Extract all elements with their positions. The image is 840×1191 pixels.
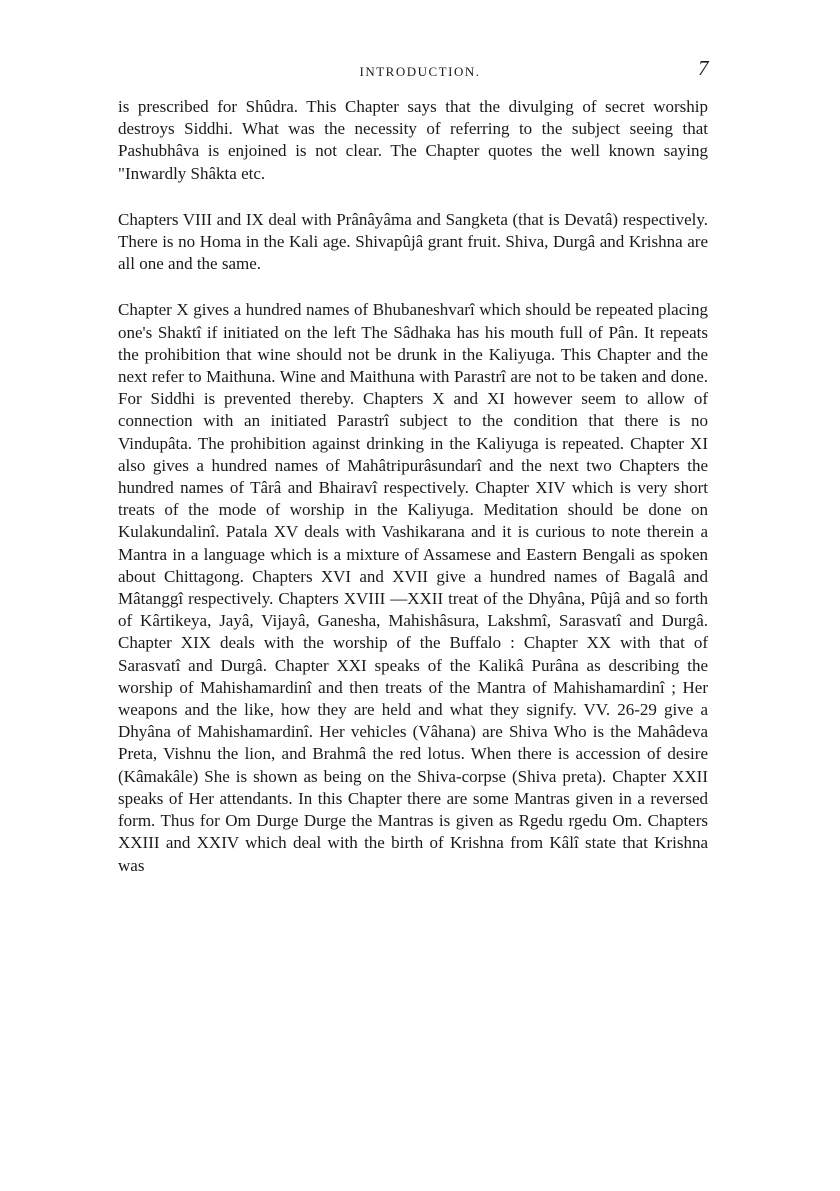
- paragraph: Chapter X gives a hundred names of Bhubaneshvarî which should be repeated placing one's Shaktî if initiated on the left The Sâdhaka has his mouth full of Pân. It repeats the prohibition that wine should not be drunk in the Kaliyuga. This Chapter and the next refer to Maithuna. Wine and Maithuna with Parastrî are not to be taken and done. For Siddhi is prevented thereby. Chapters X and XI however seem to allow of connection with an initiated Parastrî subject to the condition that there is no Vindupâta. The prohibition against drinking in the Kaliyuga is repeated. Chapter XI also gives a hundred names of Mahâtripurâsundarî and the next two Chapters the hundred names of Târâ and Bhairavî respectively. Chapter XIV which is very short treats of the mode of worship in the Kaliyuga. Meditation should be done on Kulakundalinî. Patala XV deals with Vashikarana and it is curious to note therein a Mantra in a language which is a mixture of Assamese and Eastern Bengali as spoken about Chittagong. Chapters XVI and XVII give a hundred names of Bagalâ and Mâtanggî respectively. Chapters XVIII —XXII treat of the Dhyâna, Pûjâ and so forth of Kârtikeya, Jayâ, Vijayâ, Ganesha, Mahishâsura, Lakshmî, Sarasvatî and Durgâ. Chapter XIX deals with the worship of the Buffalo : Chapter XX with that of Sarasvatî and Durgâ. Chapter XXI speaks of the Kalikâ Purâna as describing the worship of Mahishamardinî and then treats of the Mantra of Mahishamardinî ; Her weapons and the like, how they are held and what they signify. VV. 26-29 give a Dhyâna of Mahishamardinî. Her vehicles (Vâhana) are Shiva Who is the Mahâdeva Preta, Vishnu the lion, and Brahmâ the red lotus. When there is accession of desire (Kâmakâle) She is shown as being on the Shiva-corpse (Shiva preta). Chapter XXII speaks of Her attendants. In this Chapter there are some Mantras given in a reversed form. Thus for Om Durge Durge the Mantras is given as Rgedu rgedu Om. Chapters XXIII and XXIV which deal with the birth of Krishna from Kâlî state that Krishna was: [118, 300, 708, 875]
- paragraph: is prescribed for Shûdra. This Chapter says that the divulging of secret worship destroys Siddhi. What was the necessity of referring to the subject seeing that Pashubhâva is enjoined is not clear. The Chapter quotes the well known saying "Inwardly Shâkta etc.: [118, 97, 708, 183]
- body-text: [118, 96, 708, 877]
- paragraph: Chapters VIII and IX deal with Prânâyâma and Sangketa (that is Devatâ) respectively. There is no Homa in the Kali age. Shivapûjâ grant fruit. Shiva, Durgâ and Krishna are all one and the same.: [118, 209, 708, 274]
- page-number: 7: [698, 56, 709, 80]
- running-head: INTRODUCTION.: [359, 64, 481, 79]
